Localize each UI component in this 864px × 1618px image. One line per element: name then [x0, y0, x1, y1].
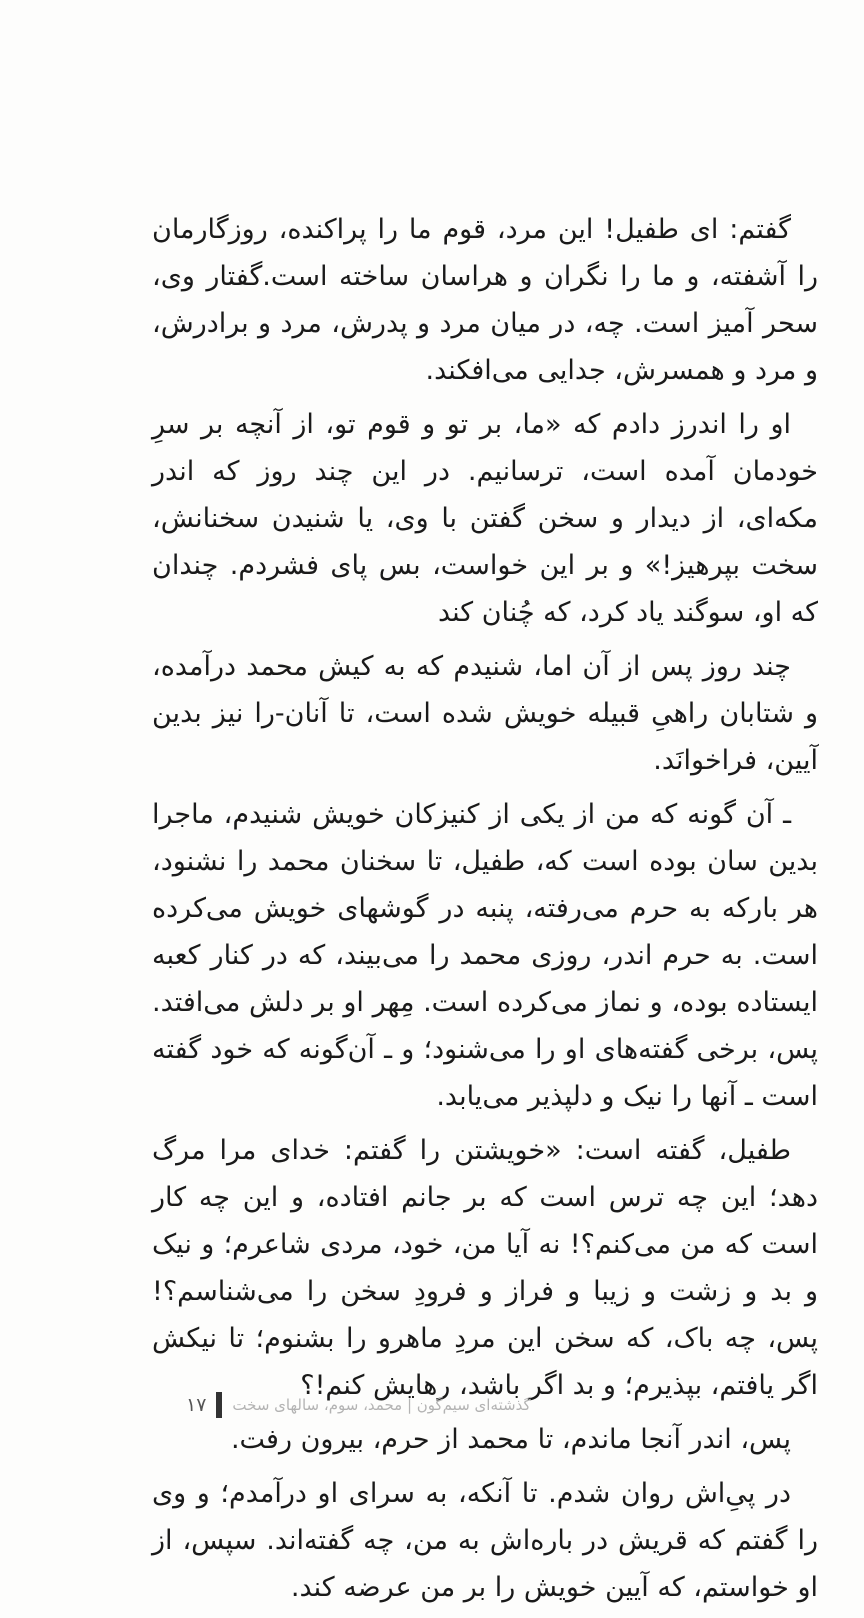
running-title: گذشته‌ای سیم‌گون | محمد، سوم، سالهای سخت — [232, 1396, 531, 1414]
paragraph: در پیِ‌اش روان شدم. تا آنکه، به سرای او درآمدم؛ و وی را گفتم که قریش در باره‌اش به من، چه گفته‌اند. سپس، از او خواستم، که آیین خویش را بر من عرضه کند. — [152, 1478, 818, 1603]
paragraph: پس، اندر آنجا ماندم، تا محمد از حرم، بیرون رفت. — [230, 1424, 791, 1455]
page-number: ۱۷ — [186, 1394, 207, 1416]
page-footer — [186, 1390, 586, 1420]
paragraph: طفیل، گفته است: «خویشتن را گفتم: خدای مرا مرگ دهد؛ این چه ترس است که بر جانم افتاده، و این چه کار است که من می‌کنم؟! نه آیا من، خود، مردی شاعرم؛ و نیک و بد و زشت و زیبا و فراز و فرودِ سخن را می‌شناسم؟! پس، چه باک، که سخن این مردِ ماهرو را بشنوم؛ تا نیکش اگر یافتم، بپذیرم؛ و بد اگر باشد، رهایش کنم!؟ — [152, 1135, 818, 1401]
paragraph: چند روز پس از آن اما، شنیدم که به کیش محمد درآمده، و شتابان راهیِ قبیله خویش شده است، تا آنان-را نیز بدین آیین، فراخوانَد. — [152, 651, 818, 776]
footer-divider — [216, 1392, 222, 1418]
paragraph: او را اندرز دادم که «ما، بر تو و قوم تو، از آنچه بر سرِ خودمان آمده است، ترسانیم. در این چند روز که اندر مکه‌ای، از دیدار و سخن گفتن با وی، یا شنیدن سخنانش، سخت بپرهیز!» و بر این خواست، بس پای فشردم. چندان که او، سوگند یاد کرد، که چُنان کند — [152, 409, 818, 628]
paragraph: گفتم: ای طفیل! این مرد، قوم ما را پراکنده، روزگارمان را آشفته، و ما را نگران و هراسان ساخته است.گفتار وی، سحر آمیز است. چه، در میان مرد و پدرش، مرد و برادرش، و مرد و همسرش، جدایی می‌افکند. — [152, 214, 818, 386]
paragraph: ـ آن گونه که من از یکی از کنیزکان خویش شنیدم، ماجرا بدین سان بوده است که، طفیل، تا سخنان محمد را نشنود، هر بارکه به حرم می‌رفته، پنبه در گوشهای خویش می‌کرده است. به حرم اندر، روزی محمد را می‌بیند، که در کنار کعبه ایستاده بوده، و نماز می‌کرده است. مِهر او بر دلش می‌افتد. پس، برخی گفته‌های او را می‌شنود؛ و ـ آن‌گونه که خود گفته است ـ آنها را نیک و دلپذیر می‌یابد. — [152, 799, 818, 1112]
